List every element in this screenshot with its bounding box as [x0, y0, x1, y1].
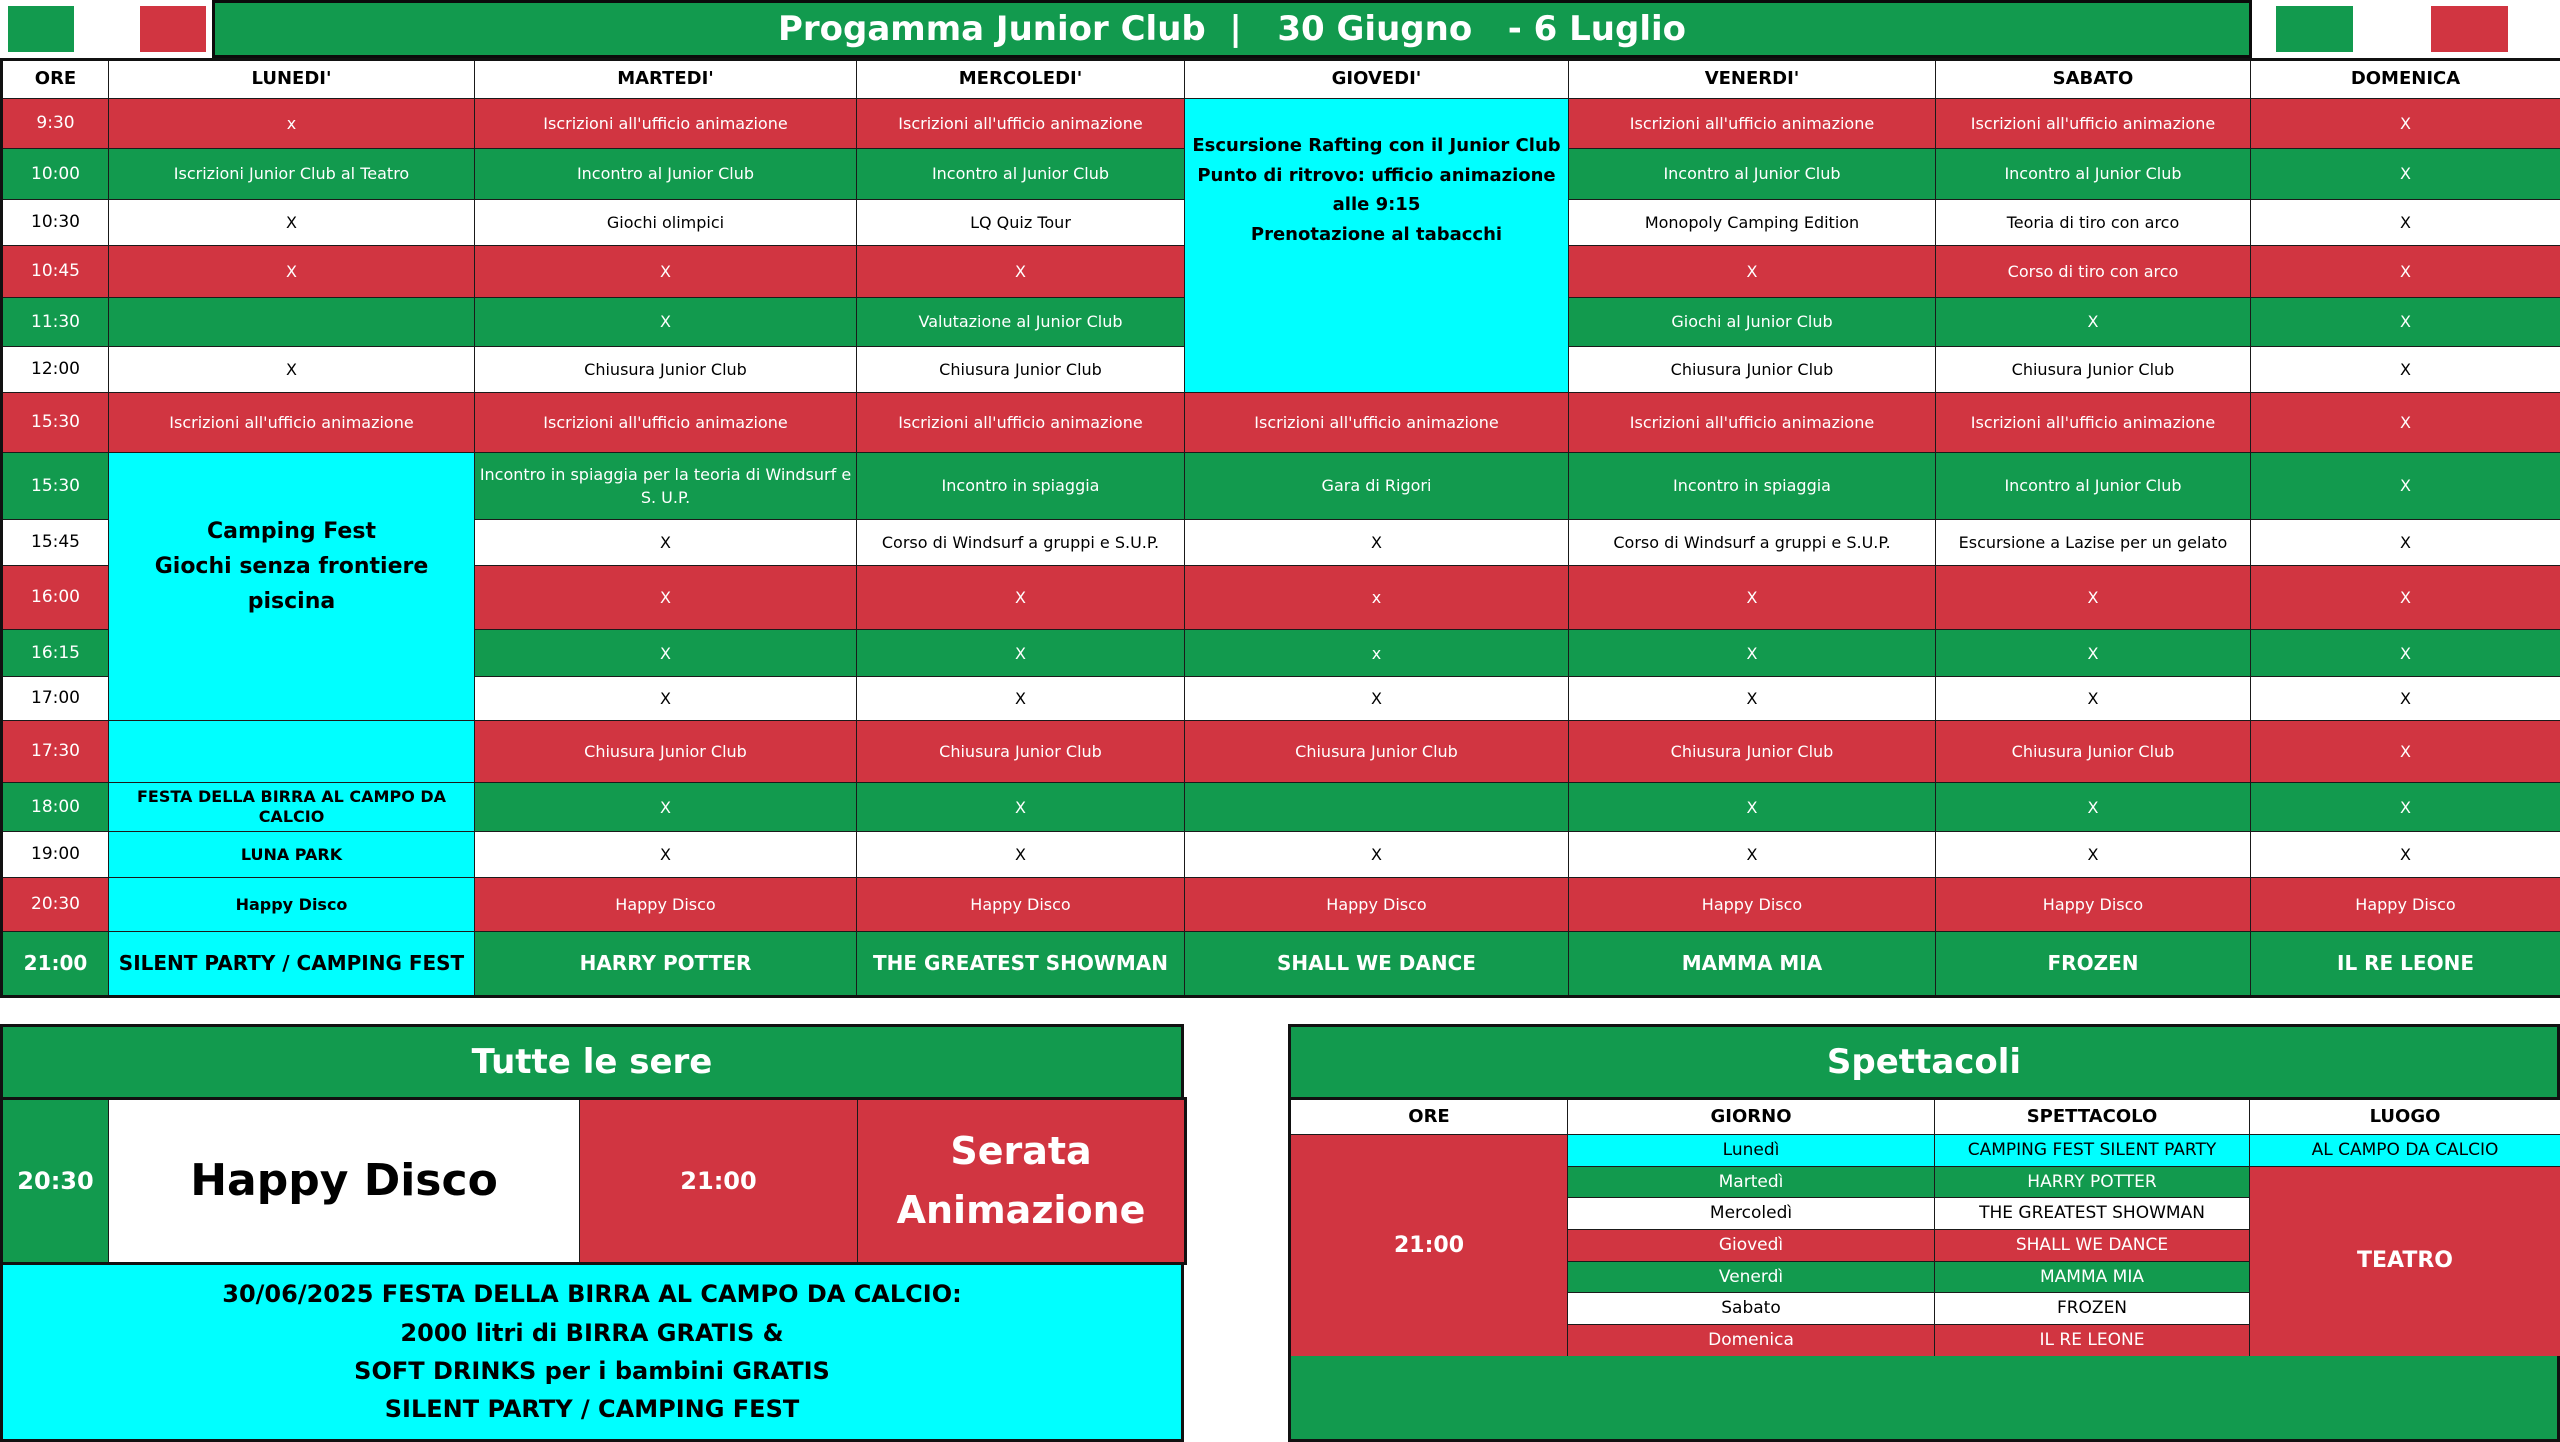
- time-cell: 21:00: [2, 932, 109, 997]
- rafting-line-3: Prenotazione al tabacchi: [1250, 224, 1503, 246]
- schedule-cell: Incontro al Junior Club: [475, 149, 857, 199]
- schedule-cell: [1185, 783, 1569, 831]
- show-cell: IL RE LEONE: [1935, 1325, 2250, 1358]
- time-cell: 20:30: [2, 1099, 109, 1264]
- schedule-cell: X: [1936, 783, 2251, 831]
- schedule-cell: Corso di Windsurf a gruppi e S.U.P.: [1569, 519, 1936, 565]
- page-title: Progamma Junior Club | 30 Giugno - 6 Luglio: [212, 0, 2252, 58]
- schedule-cell: X: [475, 676, 857, 720]
- schedule-cell: X: [2251, 721, 2560, 783]
- schedule-cell: Incontro in spiaggia per la teoria di Windsurf e S. U.P.: [475, 453, 857, 519]
- schedule-cell: X: [1569, 676, 1936, 720]
- note-line: 2000 litri di BIRRA GRATIS &: [400, 1318, 784, 1347]
- schedule-cell: X: [1936, 566, 2251, 630]
- time-cell: 16:15: [2, 630, 109, 676]
- schedule-cell: Chiusura Junior Club: [475, 346, 857, 392]
- schedule-cell: X: [475, 630, 857, 676]
- spettacoli-header: Spettacoli: [1288, 1024, 2560, 1100]
- table-row: [2, 453, 2560, 519]
- schedule-cell: X: [2251, 245, 2560, 297]
- schedule-cell: X: [1569, 783, 1936, 831]
- schedule-cell: Incontro in spiaggia: [1569, 453, 1936, 519]
- day-cell: Venerdì: [1568, 1261, 1935, 1293]
- schedule-cell: X: [475, 298, 857, 346]
- show-cell: HARRY POTTER: [475, 932, 857, 997]
- schedule-cell: X: [2251, 783, 2560, 831]
- schedule-cell: Incontro al Junior Club: [1936, 453, 2251, 519]
- schedule-cell: X: [2251, 630, 2560, 676]
- schedule-cell: Chiusura Junior Club: [1936, 346, 2251, 392]
- italian-flag-right: [2276, 6, 2508, 52]
- happy-disco-cell: Happy Disco: [109, 878, 475, 932]
- time-cell: 16:00: [2, 566, 109, 630]
- show-cell: FROZEN: [1936, 932, 2251, 997]
- time-cell: 18:00: [2, 783, 109, 831]
- time-cell: 10:30: [2, 199, 109, 245]
- camping-fest-cell: [109, 453, 475, 721]
- schedule-cell: X: [857, 630, 1185, 676]
- schedule-cell: X: [857, 831, 1185, 877]
- day-cell: Martedì: [1568, 1166, 1935, 1198]
- schedule-cell: X: [475, 245, 857, 297]
- schedule-cell: Iscrizioni all'ufficio animazione: [857, 392, 1185, 452]
- beer-festival-cell: FESTA DELLA BIRRA AL CAMPO DA CALCIO: [109, 783, 475, 831]
- col-header-lunedi: LUNEDI': [109, 60, 475, 99]
- italian-flag-left: [8, 6, 206, 52]
- schedule-cell: Giochi olimpici: [475, 199, 857, 245]
- rafting-line-1: Escursione Rafting con il Junior Club: [1192, 135, 1561, 156]
- schedule-cell: Happy Disco: [1936, 878, 2251, 932]
- table-row: [2, 721, 2560, 783]
- schedule-cell: X: [2251, 831, 2560, 877]
- time-cell: 9:30: [2, 99, 109, 149]
- schedule-cell: Chiusura Junior Club: [1569, 721, 1936, 783]
- happy-disco-label: Happy Disco: [109, 1099, 580, 1264]
- schedule-cell: X: [475, 519, 857, 565]
- schedule-cell: X: [2251, 392, 2560, 452]
- show-cell: THE GREATEST SHOWMAN: [1935, 1198, 2250, 1230]
- schedule-cell: X: [2251, 298, 2560, 346]
- spettacoli-time-cell: 21:00: [1290, 1135, 1568, 1358]
- time-cell: 12:00: [2, 346, 109, 392]
- schedule-cell: Happy Disco: [475, 878, 857, 932]
- camping-fest-line-2: Giochi senza frontiere piscina: [154, 554, 429, 615]
- schedule-cell: Iscrizioni all'ufficio animazione: [475, 392, 857, 452]
- schedule-cell: Iscrizioni all'ufficio animazione: [1936, 392, 2251, 452]
- schedule-cell: Giochi al Junior Club: [1569, 298, 1936, 346]
- col-header-martedi: MARTEDI': [475, 60, 857, 99]
- schedule-cell: Escursione a Lazise per un gelato: [1936, 519, 2251, 565]
- schedule-cell: Corso di tiro con arco: [1936, 245, 2251, 297]
- show-cell: MAMMA MIA: [1569, 932, 1936, 997]
- schedule-cell: Iscrizioni all'ufficio animazione: [109, 392, 475, 452]
- col-header-venerdi: VENERDI': [1569, 60, 1936, 99]
- rafting-line-2: Punto di ritrovo: ufficio animazione alle 9:15: [1197, 164, 1556, 216]
- schedule-cell: Chiusura Junior Club: [475, 721, 857, 783]
- serata-animazione-label: Serata Animazione: [858, 1099, 1186, 1264]
- schedule-cell: Iscrizioni all'ufficio animazione: [1569, 99, 1936, 149]
- schedule-cell: X: [1185, 519, 1569, 565]
- schedule-cell: Chiusura Junior Club: [1936, 721, 2251, 783]
- show-cell: CAMPING FEST SILENT PARTY: [1935, 1135, 2250, 1167]
- schedule-cell: Chiusura Junior Club: [857, 346, 1185, 392]
- show-cell: HARRY POTTER: [1935, 1166, 2250, 1198]
- table-row: [2, 1099, 1186, 1264]
- schedule-cell: X: [2251, 149, 2560, 199]
- day-cell: Mercoledì: [1568, 1198, 1935, 1230]
- schedule-cell: [109, 721, 475, 783]
- schedule-cell: X: [857, 676, 1185, 720]
- luna-park-cell: LUNA PARK: [109, 831, 475, 877]
- time-cell: 19:00: [2, 831, 109, 877]
- col-header-giovedi: GIOVEDI': [1185, 60, 1569, 99]
- day-cell: Domenica: [1568, 1325, 1935, 1358]
- table-row: [2, 831, 2560, 877]
- schedule-cell: Monopoly Camping Edition: [1569, 199, 1936, 245]
- schedule-cell: X: [109, 245, 475, 297]
- time-cell: 17:00: [2, 676, 109, 720]
- schedule-cell: X: [1569, 831, 1936, 877]
- schedule-cell: Happy Disco: [1569, 878, 1936, 932]
- show-cell: FROZEN: [1935, 1293, 2250, 1325]
- spettacoli-footer-band: [1288, 1356, 2560, 1442]
- schedule-cell: X: [2251, 566, 2560, 630]
- weekly-schedule-table: [0, 58, 2560, 998]
- schedule-cell: LQ Quiz Tour: [857, 199, 1185, 245]
- col-header-luogo: LUOGO: [2250, 1099, 2560, 1135]
- show-cell: THE GREATEST SHOWMAN: [857, 932, 1185, 997]
- schedule-cell: Incontro al Junior Club: [857, 149, 1185, 199]
- schedule-cell: X: [475, 831, 857, 877]
- show-cell: MAMMA MIA: [1935, 1261, 2250, 1293]
- schedule-header-row: [2, 60, 2560, 99]
- schedule-cell: Corso di Windsurf a gruppi e S.U.P.: [857, 519, 1185, 565]
- teatro-place-cell: TEATRO: [2250, 1166, 2560, 1357]
- col-header-spettacolo: SPETTACOLO: [1935, 1099, 2250, 1135]
- time-cell: 11:30: [2, 298, 109, 346]
- schedule-cell: X: [2251, 453, 2560, 519]
- place-cell: AL CAMPO DA CALCIO: [2250, 1135, 2560, 1167]
- col-header-domenica: DOMENICA: [2251, 60, 2560, 99]
- show-cell: SHALL WE DANCE: [1185, 932, 1569, 997]
- time-cell: 15:30: [2, 392, 109, 452]
- day-cell: Sabato: [1568, 1293, 1935, 1325]
- schedule-cell: X: [857, 783, 1185, 831]
- note-line: SILENT PARTY / CAMPING FEST: [384, 1395, 800, 1424]
- schedule-cell: X: [1936, 298, 2251, 346]
- note-line: SOFT DRINKS per i bambini GRATIS: [354, 1357, 830, 1385]
- rafting-excursion-cell: [1185, 99, 1569, 393]
- schedule-cell: Happy Disco: [857, 878, 1185, 932]
- schedule-cell: [109, 298, 475, 346]
- schedule-cell: X: [475, 783, 857, 831]
- table-row-evening: [2, 932, 2560, 997]
- time-cell: 10:45: [2, 245, 109, 297]
- col-header-sabato: SABATO: [1936, 60, 2251, 99]
- table-row: [2, 878, 2560, 932]
- schedule-cell: X: [1936, 630, 2251, 676]
- time-cell: 21:00: [580, 1099, 858, 1264]
- schedule-cell: Incontro in spiaggia: [857, 453, 1185, 519]
- schedule-cell: Chiusura Junior Club: [1185, 721, 1569, 783]
- schedule-cell: Chiusura Junior Club: [1569, 346, 1936, 392]
- time-cell: 17:30: [2, 721, 109, 783]
- schedule-cell: Incontro al Junior Club: [1936, 149, 2251, 199]
- camping-fest-line-1: Camping Fest: [207, 518, 376, 544]
- schedule-cell: x: [109, 99, 475, 149]
- time-cell: 10:00: [2, 149, 109, 199]
- time-cell: 20:30: [2, 878, 109, 932]
- table-row: [2, 392, 2560, 452]
- beer-festival-note: [0, 1262, 1184, 1442]
- show-cell: SILENT PARTY / CAMPING FEST: [109, 932, 475, 997]
- schedule-cell: Gara di Rigori: [1185, 453, 1569, 519]
- tutte-le-sere-table: [0, 1097, 1187, 1265]
- schedule-cell: X: [857, 245, 1185, 297]
- schedule-cell: X: [109, 199, 475, 245]
- schedule-cell: Iscrizioni Junior Club al Teatro: [109, 149, 475, 199]
- col-header-giorno: GIORNO: [1568, 1099, 1935, 1135]
- schedule-cell: X: [2251, 346, 2560, 392]
- schedule-cell: X: [1185, 831, 1569, 877]
- tutte-le-sere-header: Tutte le sere: [0, 1024, 1184, 1100]
- col-header-ore: ORE: [2, 60, 109, 99]
- table-row: [2, 783, 2560, 831]
- schedule-cell: X: [857, 566, 1185, 630]
- schedule-cell: Incontro al Junior Club: [1569, 149, 1936, 199]
- schedule-cell: X: [1569, 630, 1936, 676]
- schedule-cell: X: [1185, 676, 1569, 720]
- schedule-cell: X: [2251, 676, 2560, 720]
- schedule-cell: Iscrizioni all'ufficio animazione: [857, 99, 1185, 149]
- schedule-cell: X: [1936, 831, 2251, 877]
- schedule-cell: Happy Disco: [2251, 878, 2560, 932]
- day-cell: Giovedì: [1568, 1230, 1935, 1262]
- show-cell: IL RE LEONE: [2251, 932, 2560, 997]
- day-cell: Lunedì: [1568, 1135, 1935, 1167]
- table-row: [1290, 1135, 2560, 1167]
- time-cell: 15:30: [2, 453, 109, 519]
- schedule-cell: X: [109, 346, 475, 392]
- schedule-cell: X: [2251, 519, 2560, 565]
- schedule-cell: x: [1185, 630, 1569, 676]
- schedule-cell: Happy Disco: [1185, 878, 1569, 932]
- schedule-cell: X: [1936, 676, 2251, 720]
- schedule-cell: X: [2251, 99, 2560, 149]
- schedule-cell: X: [1569, 245, 1936, 297]
- spettacoli-table: [1288, 1097, 2560, 1359]
- schedule-cell: Iscrizioni all'ufficio animazione: [475, 99, 857, 149]
- schedule-cell: Teoria di tiro con arco: [1936, 199, 2251, 245]
- table-row: [2, 99, 2560, 149]
- col-header-ore: ORE: [1290, 1099, 1568, 1135]
- schedule-cell: X: [2251, 199, 2560, 245]
- spettacoli-header-row: [1290, 1099, 2560, 1135]
- schedule-cell: Valutazione al Junior Club: [857, 298, 1185, 346]
- schedule-cell: Iscrizioni all'ufficio animazione: [1936, 99, 2251, 149]
- schedule-cell: X: [1569, 566, 1936, 630]
- show-cell: SHALL WE DANCE: [1935, 1230, 2250, 1262]
- schedule-cell: Iscrizioni all'ufficio animazione: [1185, 392, 1569, 452]
- schedule-cell: X: [475, 566, 857, 630]
- note-line: 30/06/2025 FESTA DELLA BIRRA AL CAMPO DA CALCIO:: [222, 1280, 962, 1309]
- schedule-cell: x: [1185, 566, 1569, 630]
- schedule-cell: Iscrizioni all'ufficio animazione: [1569, 392, 1936, 452]
- schedule-cell: Chiusura Junior Club: [857, 721, 1185, 783]
- time-cell: 15:45: [2, 519, 109, 565]
- col-header-mercoledi: MERCOLEDI': [857, 60, 1185, 99]
